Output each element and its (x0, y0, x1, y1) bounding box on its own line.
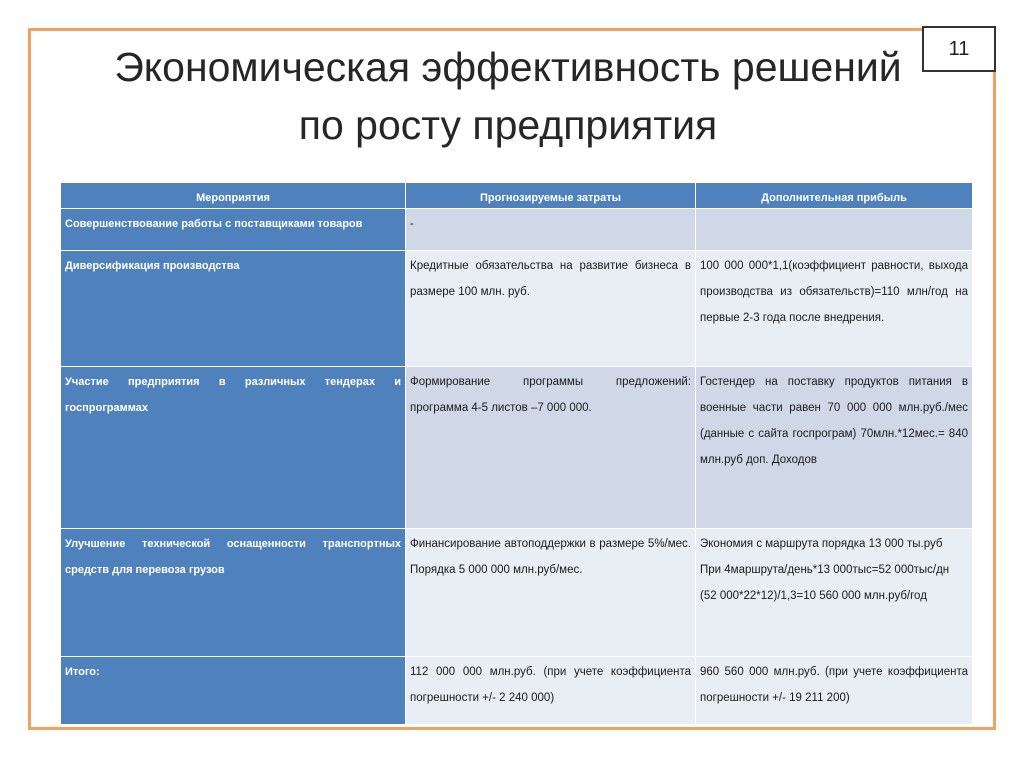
costs-cell: - (406, 209, 696, 251)
profit-cell: Гостендер на поставку продуктов питания в военные части равен 70 000 000 млн.руб./мес (данные с сайта госпрограм) 70млн.*12мес.= 840 млн.руб доп. Доходов (696, 367, 973, 529)
page-number: 11 (922, 26, 996, 72)
table-row (61, 209, 973, 251)
costs-cell: Формирование программы предложений: программа 4-5 листов –7 000 000. (406, 367, 696, 529)
total-costs-cell: 112 000 000 млн.руб. (при учете коэффициента погрешности +/- 2 240 000) (406, 657, 696, 725)
header-activities: Мероприятия (61, 183, 406, 209)
table-header-row (61, 183, 973, 209)
header-profit: Дополнительная прибыль (696, 183, 973, 209)
table-total-row (61, 657, 973, 725)
activity-cell: Диверсификация производства (61, 251, 406, 367)
title-line-2: по росту предприятия (298, 102, 718, 148)
table-row (61, 367, 973, 529)
profit-line: При 4маршрута/день*13 000тыс=52 000тыс/дн (700, 564, 950, 576)
total-label-cell: Итого: (61, 657, 406, 725)
title-line-1: Экономическая эффективность решений (114, 44, 902, 90)
profit-line: Экономия с маршрута порядка 13 000 ты.руб (700, 538, 943, 550)
efficiency-table (60, 182, 973, 725)
profit-line: (52 000*22*12)/1,3=10 560 000 млн.руб/год (700, 590, 927, 602)
activity-cell: Улучшение технической оснащенности транспортных средств для перевоза грузов (61, 529, 406, 657)
profit-cell: 100 000 000*1,1(коэффициент равности, выхода производства из обязательств)=110 млн/год на первые 2-3 года после внедрения. (696, 251, 973, 367)
activity-cell: Участие предприятия в различных тендерах и госпрограммах (61, 367, 406, 529)
slide-title (40, 38, 976, 154)
profit-cell (696, 209, 973, 251)
header-costs: Прогнозируемые затраты (406, 183, 696, 209)
profit-cell (696, 529, 973, 657)
activity-cell: Совершенствование работы с поставщиками товаров (61, 209, 406, 251)
costs-cell: Кредитные обязательства на развитие бизнеса в размере 100 млн. руб. (406, 251, 696, 367)
costs-cell: Финансирование автоподдержки в размере 5%/мес. Порядка 5 000 000 млн.руб/мес. (406, 529, 696, 657)
total-profit-cell: 960 560 000 млн.руб. (при учете коэффициента погрешности +/- 19 211 200) (696, 657, 973, 725)
table-row (61, 251, 973, 367)
table-row (61, 529, 973, 657)
